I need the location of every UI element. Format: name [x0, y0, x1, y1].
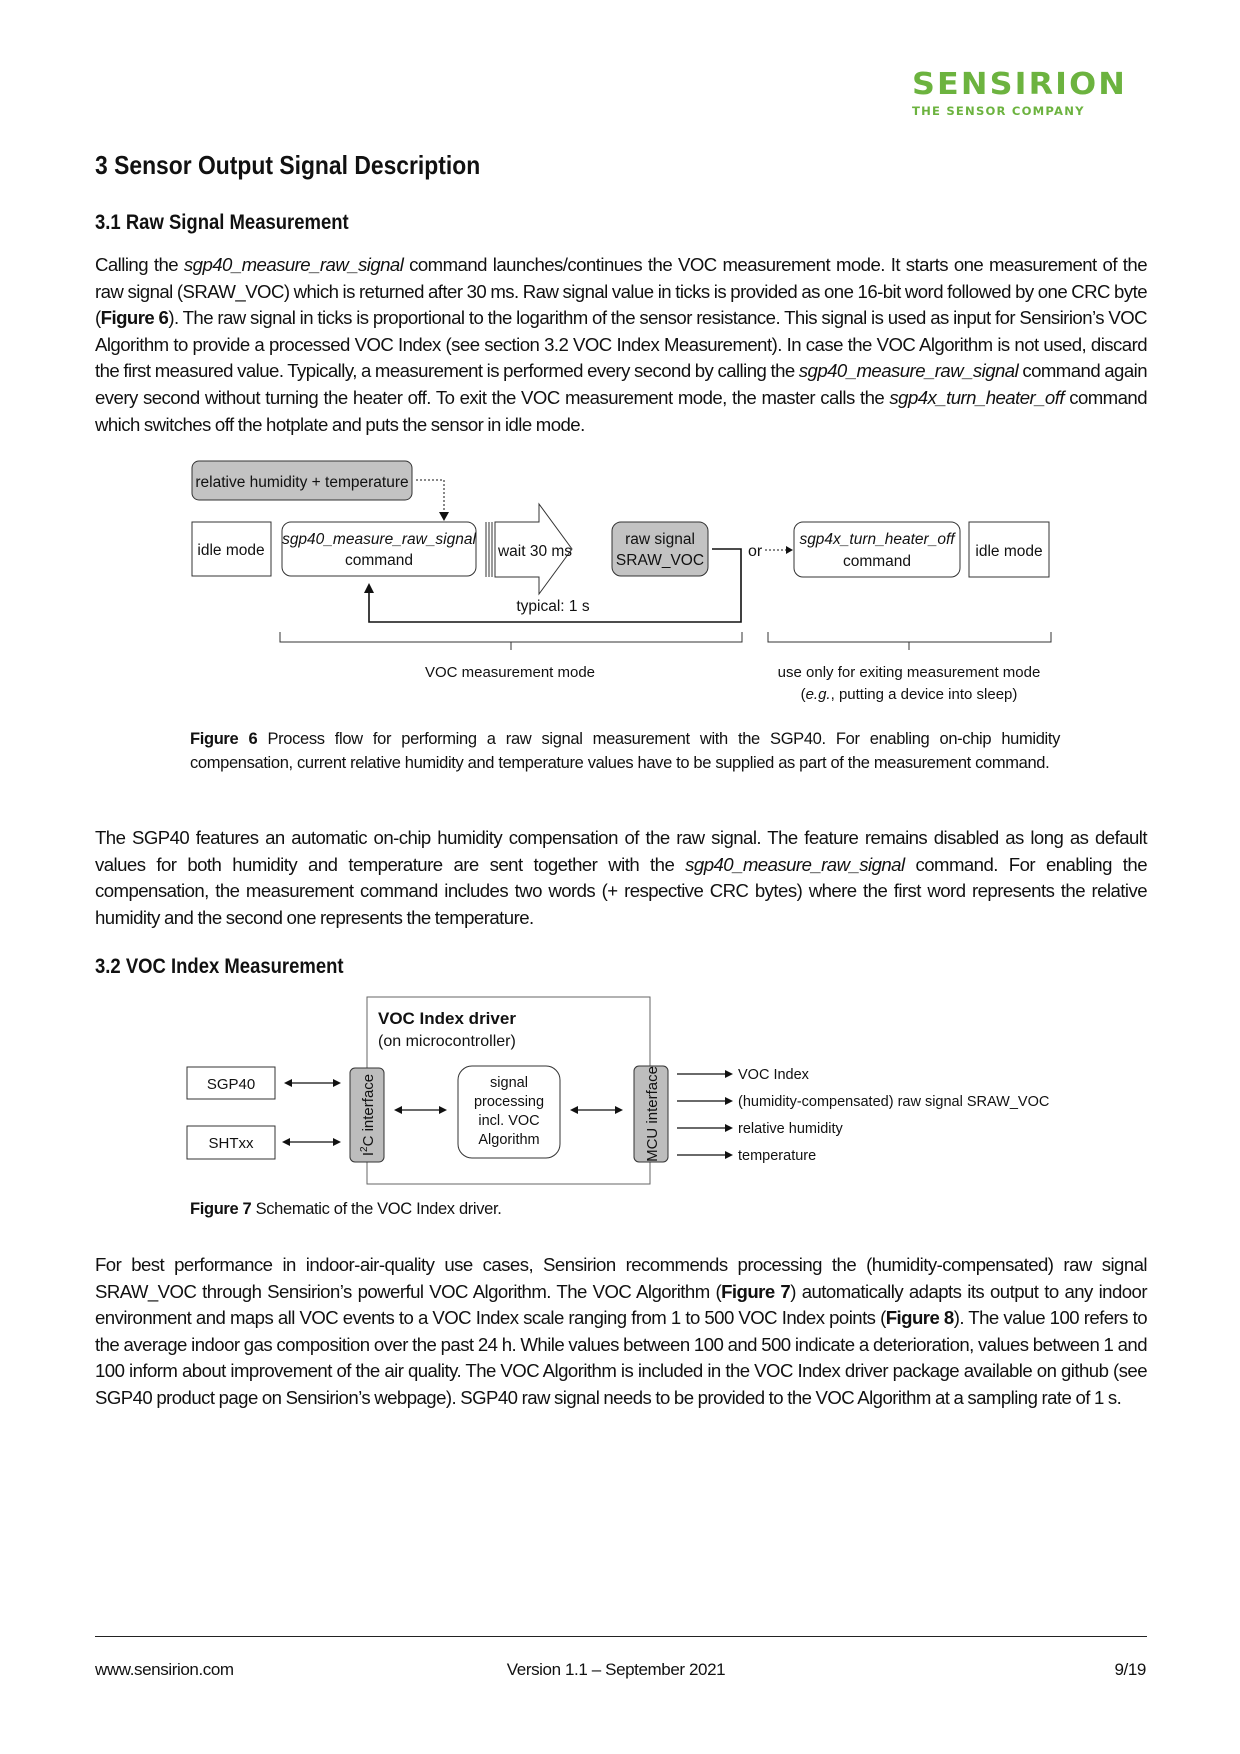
caption-label: Figure 6 [190, 730, 258, 748]
shtxx-box [187, 1126, 275, 1159]
measure-raw-signal-command-box [282, 522, 476, 576]
brace-right-label-1: use only for exiting measurement mode [777, 664, 1041, 681]
brace-voc-measurement-mode [280, 632, 742, 650]
svg-text:wait 30 ms: wait 30 ms [497, 543, 573, 560]
double-arrow-shtxx-i2c [282, 1138, 341, 1146]
section-3-1-paragraph-1: Calling the sgp40_measure_raw_signal command launches/continues the VOC measurement mode. It starts one measurement of the raw signal (SRAW_VOC) which is returned after 30 ms. Raw signal value in ticks is provided as one 16-bit word followed by one CRC byte (Figure 6). The raw signal in ticks is proportional to the logarithm of the sensor resistance. This signal is used as input for Sensirion’s VOC Algorithm to provide a processed VOC Index (see section 3.2 VOC Index Measurement). In case the VOC Algorithm is not used, discard the first measured value. Typically, a measurement is performed every second by calling the sgp40_measure_raw_signal command again every second without turning the heater off. To exit the VOC measurement mode, the master calls the sgp4x_turn_heater_off command which switches off the hotplate and puts the sensor in idle mode. [95, 254, 1147, 435]
svg-text:(humidity-compensated) raw si: (humidity-compensated) raw signal SRAW_VOC [738, 1094, 1050, 1110]
svg-text:SRAW_VOC: SRAW_VOC [615, 552, 705, 569]
figure-8-reference: Figure 8 [885, 1307, 954, 1329]
logo-brand: SENSIRION [912, 67, 1128, 102]
svg-text:command: command [842, 553, 912, 570]
dotted-arrow-rh-to-command [416, 480, 444, 516]
output-arrow-relative-humidity [677, 1121, 844, 1137]
driver-subtitle: (on microcontroller) [378, 1033, 516, 1050]
footer-version: Version 1.1 – September 2021 [506, 1660, 726, 1679]
arrow-head-icon [439, 512, 449, 521]
brace-left-label: VOC measurement mode [424, 664, 596, 681]
command-name: sgp40_measure_raw_signal [798, 360, 1019, 382]
figure-6-caption: Figure 6 Process flow for performing a raw signal measurement with the SGP40. For enabling on-chip humidity compensation, current relative humidity and temperature values have to be supplied as part of the measurement command. [190, 730, 1060, 772]
logo-tagline: THE SENSOR COMPANY [912, 104, 1085, 118]
mcu-interface-block [634, 1066, 668, 1162]
svg-text:idle mode: idle mode [197, 542, 265, 559]
rh-temperature-input-box [192, 461, 412, 500]
svg-text:raw signal: raw signal [625, 531, 695, 548]
figure-6-reference: Figure 6 [100, 307, 169, 329]
command-name: sgp40_measure_raw_signal [685, 853, 905, 875]
section-3-1-paragraph-2: The SGP40 features an automatic on-chip humidity compensation of the raw signal. The feature remains disabled as long as default values for both humidity and temperature are sent together with the sgp40_measure_raw_signal command. For enabling the compensation, the measurement command includes two words (+ respective CRC bytes) where the first word represents the relative humidity and the second one represents the temperature. [95, 827, 1148, 928]
signal-processing-block [458, 1066, 560, 1158]
svg-text:SGP40: SGP40 [206, 1076, 256, 1093]
i2c-interface-block [350, 1068, 384, 1162]
arrow-head-icon [786, 546, 793, 554]
idle-mode-left-box [192, 522, 271, 576]
figure-7-reference: Figure 7 [721, 1280, 791, 1302]
section-3-2-paragraph-1: For best performance in indoor-air-quality use cases, Sensirion recommends processing the (humidity-compensated) raw signal SRAW_VOC through Sensirion’s powerful VOC Algorithm. The VOC Algorithm (Figure 7) automatically adapts its output to any indoor environment and maps all VOC events to a VOC Index scale ranging from 1 to 500 VOC Index points (Figure 8). The value 100 refers to the average indoor gas composition over the past 24 h. While values between 100 and 500 indicate a deterioration, values between 1 and 100 inform about improvement of the air quality. The VOC Algorithm is included in the VOC Index driver package available on github (see SGP40 product page on Sensirion’s webpage). SGP40 raw signal needs to be provided to the VOC Algorithm at a sampling rate of 1 s. [95, 1254, 1147, 1408]
svg-text:sgp4x_turn_heater_off: sgp4x_turn_heater_off [799, 531, 955, 548]
svg-text:incl. VOC: incl. VOC [478, 1113, 540, 1129]
section-3-title: 3 Sensor Output Signal Description [95, 150, 481, 180]
figure-7-voc-index-driver [0, 980, 1240, 1200]
command-name: sgp40_measure_raw_signal [183, 254, 404, 275]
svg-text:SHTxx: SHTxx [208, 1135, 254, 1152]
svg-text:processing: processing [473, 1094, 545, 1110]
raw-signal-box [612, 522, 708, 576]
or-label: or [748, 543, 763, 560]
svg-text:MCU interface: MCU interface [644, 1066, 661, 1162]
figure-6-process-flow [0, 0, 1240, 720]
brace-exit-mode [768, 632, 1051, 650]
svg-text:temperature: temperature [738, 1148, 817, 1164]
footer-page-number: 9/19 [1114, 1660, 1146, 1679]
footer-website: www.sensirion.com [95, 1660, 234, 1679]
section-3-2-title: 3.2 VOC Index Measurement [95, 955, 344, 978]
svg-text:relative humidity + temperatu: relative humidity + temperature [195, 474, 409, 491]
output-arrow-temperature [677, 1148, 816, 1164]
output-arrow-raw-signal [677, 1094, 1049, 1110]
svg-text:relative humidity: relative humidity [738, 1121, 843, 1137]
command-name: sgp4x_turn_heater_off [889, 386, 1064, 408]
output-arrow-voc-index [677, 1067, 810, 1083]
arrow-head-icon [364, 583, 374, 593]
figure-7-caption: Figure 7 Schematic of the VOC Index driver. [190, 1200, 502, 1218]
section-3-1-title: 3.1 Raw Signal Measurement [95, 211, 349, 234]
brace-right-label-2: (e.g., putting a device into sleep) [800, 686, 1018, 703]
turn-heater-off-command-box [794, 522, 960, 577]
double-arrow-sgp40-i2c [284, 1079, 341, 1087]
svg-text:I2C interface: $I^2C$ interface [359, 1073, 377, 1157]
svg-text:VOC Index: VOC Index [738, 1067, 809, 1083]
wait-30ms-arrow [486, 504, 572, 594]
loop-typical-label: typical: 1 s [516, 598, 590, 615]
idle-mode-right-box [969, 522, 1049, 577]
svg-text:command: command [344, 552, 414, 569]
svg-text:sgp40_measure_raw_signal: sgp40_measure_raw_signal [282, 531, 476, 548]
sgp40-box [187, 1067, 275, 1099]
footer-divider [95, 1636, 1147, 1637]
caption-label: Figure 7 [190, 1200, 252, 1218]
svg-text:signal: signal [490, 1075, 528, 1091]
driver-title: VOC Index driver [378, 1009, 516, 1028]
svg-text:Algorithm: Algorithm [478, 1132, 540, 1148]
svg-text:idle mode: idle mode [975, 543, 1043, 560]
